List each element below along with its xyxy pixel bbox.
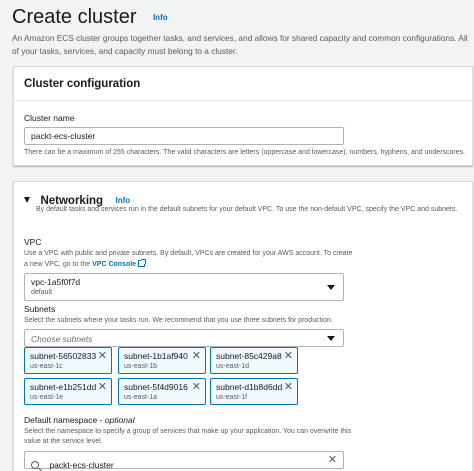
caret-down-icon [327, 336, 335, 341]
page-title: Create cluster [12, 6, 137, 28]
networking-description: By default tasks and services run in the default subnets for your default VPC. To use the non-default VPC, specify the VPC and subnets. [36, 206, 458, 213]
subnets-select[interactable] [24, 329, 344, 347]
vpc-field [24, 237, 354, 301]
cluster-name-input[interactable] [24, 127, 344, 145]
subnets-hint: Select the subnets where your tasks run. We recommend that you use three subnets for production. [24, 317, 333, 324]
subnet-token: subnet-e1b251dd us-east-1e ✕ [24, 378, 112, 405]
vpc-select[interactable] [24, 273, 344, 301]
subnets-label: Subnets [24, 304, 56, 314]
namespace-input[interactable] [24, 451, 344, 469]
subnets-placeholder: Choose subnets [31, 334, 93, 344]
cluster-configuration-panel [13, 66, 473, 166]
subnet-token: subnet-1b1af940 us-east-1b ✕ [118, 347, 206, 374]
page-description: An Amazon ECS cluster groups together tasks, and services, and allows for shared capacity and common configurations. All of your tasks, services, and capacity must belong to a cluster. [12, 33, 468, 56]
networking-header: Networking [40, 195, 104, 207]
subnet-token: subnet-85c429a8 us-east-1d ✕ [210, 347, 298, 374]
namespace-label: Default namespace - optional [24, 415, 135, 425]
close-icon[interactable]: ✕ [97, 350, 107, 362]
subnets-field [24, 304, 344, 347]
namespace-optional: optional [104, 415, 135, 425]
namespace-field [24, 415, 354, 469]
vpc-selected-sub: default [31, 289, 53, 296]
search-icon [31, 461, 39, 469]
vpc-hint: Use a VPC with public and private subnets. By default, VPCs are created for your AWS account. To create a new VPC, go to the VPC Console . [24, 250, 353, 268]
networking-panel [13, 181, 473, 471]
vpc-label: VPC [24, 237, 42, 247]
page-header [12, 6, 472, 58]
external-link-icon [138, 260, 145, 267]
page-info-link[interactable]: Info [152, 13, 168, 22]
cluster-name-label: Cluster name [24, 113, 75, 123]
close-icon[interactable]: ✕ [191, 350, 201, 362]
cluster-name-field [24, 113, 469, 158]
close-icon[interactable]: ✕ [191, 381, 201, 393]
vpc-selected-value: vpc-1a5f0f7d [31, 277, 81, 287]
caret-down-icon [327, 285, 335, 290]
networking-info-link[interactable]: Info [115, 196, 131, 205]
close-icon[interactable]: ✕ [97, 381, 107, 393]
subnet-token: subnet-5f4d9016 us-east-1a ✕ [118, 378, 206, 405]
namespace-value: packt-ecs-cluster [49, 460, 114, 470]
caret-down-icon [24, 197, 30, 203]
clear-icon[interactable]: ✕ [327, 454, 337, 466]
subnet-token: subnet-d1b8d6dd us-east-1f ✕ [210, 378, 298, 405]
namespace-hint: Select the namespace to specify a group of services that make up your application. You can overwrite this value at the service level. [24, 428, 352, 445]
close-icon[interactable]: ✕ [283, 350, 293, 362]
cluster-name-hint: There can be a maximum of 255 characters. The valid characters are letters (uppercase and lowercase), numbers, hyphens, and underscores. [24, 149, 466, 156]
close-icon[interactable]: ✕ [283, 381, 293, 393]
vpc-console-link[interactable]: VPC Console [92, 261, 137, 268]
cluster-configuration-header: Cluster configuration [24, 78, 141, 90]
subnet-token: subnet-56502833 us-east-1c ✕ [24, 347, 112, 374]
